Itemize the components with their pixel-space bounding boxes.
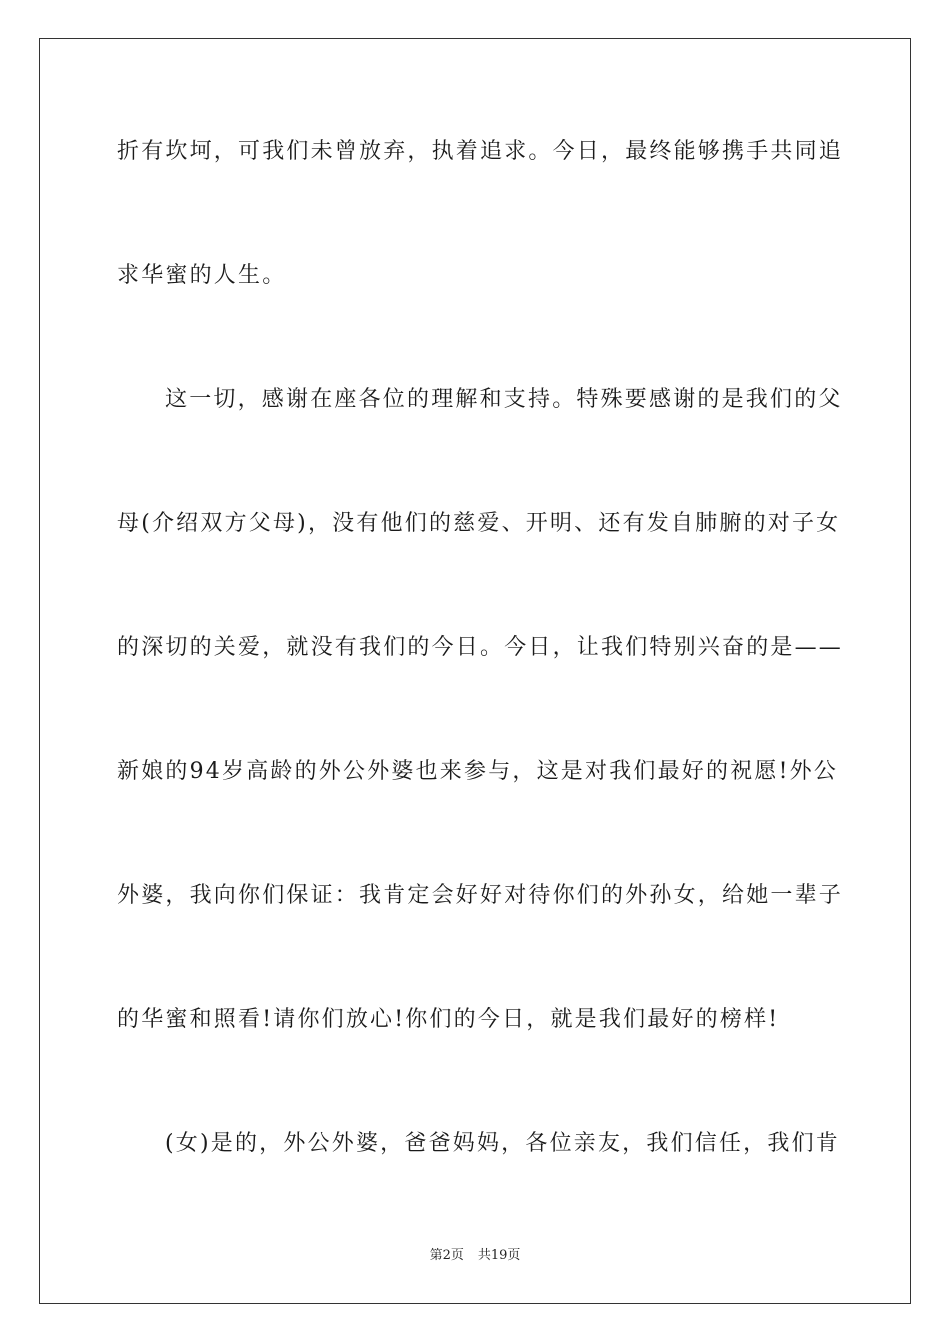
paragraph-start-line: (女)是的，外公外婆，爸爸妈妈，各位亲友，我们信任，我们肯 [165,1131,840,1156]
page-total: 共19页 [477,1248,521,1263]
text-line: 外婆，我向你们保证：我肯定会好好对待你们的外孙女，给她一辈子 [117,883,844,908]
paragraph-start-line: 这一切，感谢在座各位的理解和支持。特殊要感谢的是我们的父 [165,387,843,412]
page-footer [0,1247,950,1265]
text-line: 的深切的关爱，就没有我们的今日。今日，让我们特别兴奋的是—— [117,635,844,660]
page-border [39,38,911,1304]
text-line: 母(介绍双方父母)，没有他们的慈爱、开明、还有发自肺腑的对子女 [117,511,841,536]
text-line: 折有坎坷，可我们未曾放弃，执着追求。今日，最终能够携手共同追 [117,139,844,164]
text-line: 求华蜜的人生。 [117,263,287,288]
text-line: 新娘的94岁高龄的外公外婆也来参与，这是对我们最好的祝愿!外公 [117,759,839,784]
text-line: 的华蜜和照看!请你们放心!你们的今日，就是我们最好的榜样! [117,1007,780,1032]
page-number: 第2页 [429,1248,464,1263]
